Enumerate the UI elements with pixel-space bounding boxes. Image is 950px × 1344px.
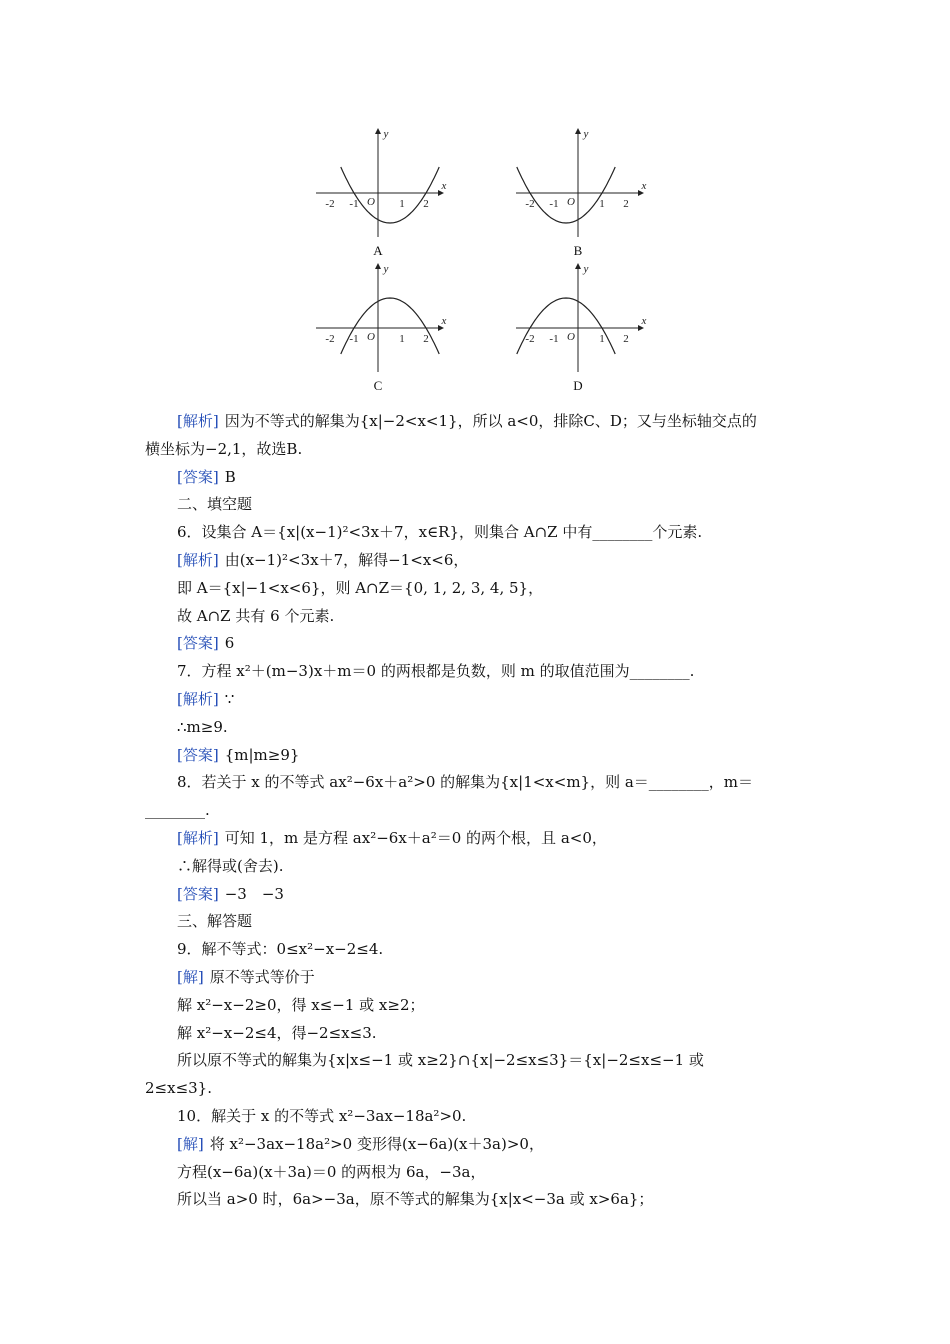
section-tag: [解析] [177, 689, 219, 708]
axis-label: y [583, 263, 589, 275]
answer-choice-graphs [0, 0, 950, 410]
text-line [145, 1103, 810, 1131]
y-axis-arrow [575, 263, 581, 269]
axis-label: y [383, 128, 389, 140]
parabola-curve [341, 167, 439, 223]
line-text: 8．若关于 x 的不等式 ax²−6x＋a²>0 的解集为{x|1<x<m}，则 a＝________，m＝ [177, 773, 754, 792]
solution-text [145, 408, 810, 1214]
graph-choice-label: B [573, 243, 583, 258]
line-text: 解 x²−x−2≥0，得 x≤−1 或 x≥2； [177, 995, 425, 1014]
axis-label: -1 [549, 333, 559, 345]
axis-label: -2 [525, 198, 535, 210]
axis-label: -1 [549, 198, 559, 210]
section-tag: [解] [177, 967, 204, 986]
line-text: 即 A＝{x|−1<x<6}，则 A∩Z＝{0, 1, 2, 3, 4, 5}， [177, 578, 544, 597]
axis-label: -1 [349, 198, 359, 210]
text-line [145, 769, 810, 797]
line-text: −3 −3 [224, 884, 284, 903]
text-line [145, 1186, 810, 1214]
text-line [145, 408, 810, 436]
line-text: ∴m≥9. [177, 717, 228, 736]
axis-label: O [367, 331, 375, 343]
axis-label: 1 [399, 333, 405, 345]
y-axis-arrow [575, 128, 581, 134]
text-line [145, 519, 810, 547]
line-text: 因为不等式的解集为{x|−2<x<1}，所以 a<0，排除C、D；又与坐标轴交点的 [224, 412, 757, 430]
axis-label: 2 [623, 198, 629, 210]
line-text: 方程(x−6a)(x＋3a)＝0 的两根为 6a，−3a， [177, 1162, 486, 1181]
text-line [145, 881, 810, 909]
line-text: 所以原不等式的解集为{x|x≤−1 或 x≥2}∩{x|−2≤x≤3}＝{x|−2≤x≤−1 或 [177, 1051, 704, 1070]
line-text: ∴解得或(舍去). [177, 856, 284, 875]
parabola-graph [510, 260, 660, 375]
text-line [145, 825, 810, 853]
text-line [145, 1131, 810, 1159]
axis-label: 2 [623, 333, 629, 345]
text-line [145, 686, 810, 714]
text-line [145, 464, 810, 492]
text-line [145, 797, 810, 825]
axis-label: O [567, 196, 575, 208]
line-text: 所以当 a>0 时，6a>−3a，原不等式的解集为{x|x<−3a 或 x>6a}； [177, 1190, 654, 1209]
line-text: 故 A∩Z 共有 6 个元素. [177, 606, 335, 625]
section-tag: [答案] [177, 884, 219, 903]
line-text: 6．设集合 A＝{x|(x−1)²<3x＋7，x∈R}，则集合 A∩Z 中有________个元素. [177, 523, 703, 542]
text-line [145, 964, 810, 992]
axis-label: y [583, 128, 589, 140]
text-line [145, 936, 810, 964]
axis-label: O [367, 196, 375, 208]
line-text: 二、填空题 [177, 495, 253, 514]
line-text: 6 [224, 634, 235, 653]
line-text: 9．解不等式：0≤x²−x−2≤4. [177, 940, 384, 959]
axis-label: 1 [399, 198, 405, 210]
graph-choice-label: D [573, 378, 583, 393]
text-line [145, 547, 810, 575]
parabola-curve [517, 298, 615, 354]
graph-d [510, 260, 660, 400]
line-text: B [224, 467, 236, 486]
text-line [145, 908, 810, 936]
graph-c [310, 260, 460, 400]
line-text: 解 x²−x−2≤4，得−2≤x≤3. [177, 1023, 377, 1042]
y-axis-arrow [375, 263, 381, 269]
graph-choice-label: A [373, 243, 383, 258]
parabola-graph [510, 125, 660, 240]
line-text: {m|m≥9} [224, 745, 300, 764]
section-tag: [答案] [177, 467, 219, 486]
text-line [145, 1020, 810, 1048]
graph-a [310, 125, 460, 265]
text-line [145, 992, 810, 1020]
text-line [145, 491, 810, 519]
line-text: 横坐标为−2,1，故选B. [145, 439, 303, 458]
text-line [145, 658, 810, 686]
text-line [145, 1159, 810, 1187]
section-tag: [解析] [177, 412, 219, 430]
graph-b [510, 125, 660, 265]
y-axis-arrow [375, 128, 381, 134]
line-text: 可知 1，m 是方程 ax²−6x＋a²＝0 的两个根，且 a<0， [224, 828, 607, 847]
axis-label: y [383, 263, 389, 275]
axis-label: x [441, 315, 447, 327]
line-text: 三、解答题 [177, 912, 253, 931]
axis-label: -2 [325, 198, 335, 210]
line-text: 原不等式等价于 [209, 967, 315, 986]
line-text: ∵ [224, 689, 235, 708]
text-line [145, 1047, 810, 1075]
parabola-graph [310, 125, 460, 240]
text-line [145, 630, 810, 658]
section-tag: [解析] [177, 828, 219, 847]
axis-label: x [441, 180, 447, 192]
axis-label: x [641, 180, 647, 192]
text-line [145, 853, 810, 881]
parabola-graph [310, 260, 460, 375]
line-text: 由(x−1)²<3x＋7，解得−1<x<6， [224, 550, 469, 569]
axis-label: -1 [349, 333, 359, 345]
line-text: 10．解关于 x 的不等式 x²−3ax−18a²>0. [177, 1106, 467, 1125]
section-tag: [解析] [177, 550, 219, 569]
axis-label: 1 [599, 198, 605, 210]
parabola-curve [517, 167, 615, 223]
text-line [145, 575, 810, 603]
section-tag: [答案] [177, 745, 219, 764]
parabola-curve [341, 298, 439, 354]
section-tag: [答案] [177, 634, 219, 653]
axis-label: O [567, 331, 575, 343]
text-line [145, 714, 810, 742]
axis-label: 2 [423, 333, 429, 345]
text-line [145, 742, 810, 770]
line-text: ________. [145, 801, 210, 820]
section-tag: [解] [177, 1134, 204, 1153]
axis-label: -2 [325, 333, 335, 345]
axis-label: 1 [599, 333, 605, 345]
line-text: 将 x²−3ax−18a²>0 变形得(x−6a)(x＋3a)>0， [209, 1134, 544, 1153]
text-line [145, 1075, 810, 1103]
axis-label: -2 [525, 333, 535, 345]
text-line [145, 436, 810, 464]
axis-label: x [641, 315, 647, 327]
text-line [145, 603, 810, 631]
graph-choice-label: C [373, 378, 383, 393]
line-text: 7．方程 x²＋(m−3)x＋m＝0 的两根都是负数，则 m 的取值范围为________. [177, 662, 695, 681]
line-text: 2≤x≤3}. [145, 1079, 212, 1098]
axis-label: 2 [423, 198, 429, 210]
